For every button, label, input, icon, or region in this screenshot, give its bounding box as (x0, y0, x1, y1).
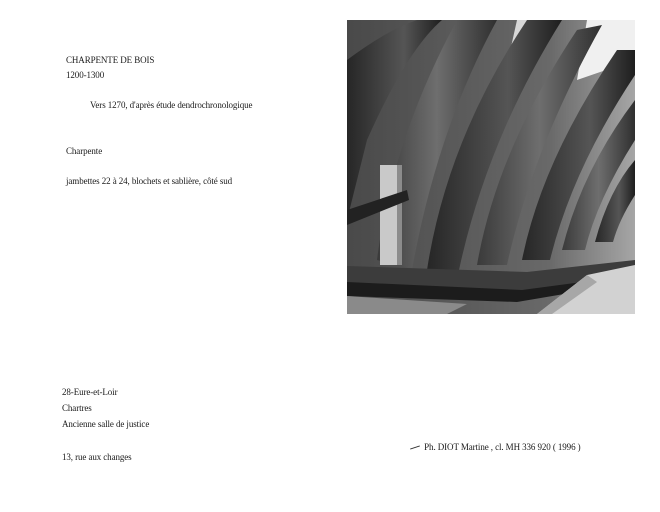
record-category: Charpente (66, 146, 103, 156)
location-building: Ancienne salle de justice (62, 419, 150, 429)
location-department: 28-Eure-et-Loir (62, 387, 118, 397)
location-city: Chartres (62, 403, 92, 413)
record-dates: 1200-1300 (66, 70, 105, 80)
photo-credit-line (410, 442, 581, 453)
record-title: CHARPENTE DE BOIS (66, 55, 155, 65)
location-address: 13, rue aux changes (62, 452, 132, 462)
dating-note: Vers 1270, d'après étude dendrochronologique (90, 100, 253, 110)
record-detail: jambettes 22 à 24, blochets et sablière, côté sud (66, 176, 233, 186)
photo-credit: Ph. DIOT Martine , cl. MH 336 920 ( 1996 ) (424, 442, 581, 452)
timber-roof-frame-photo (347, 20, 635, 314)
credit-dash-mark (410, 446, 420, 450)
